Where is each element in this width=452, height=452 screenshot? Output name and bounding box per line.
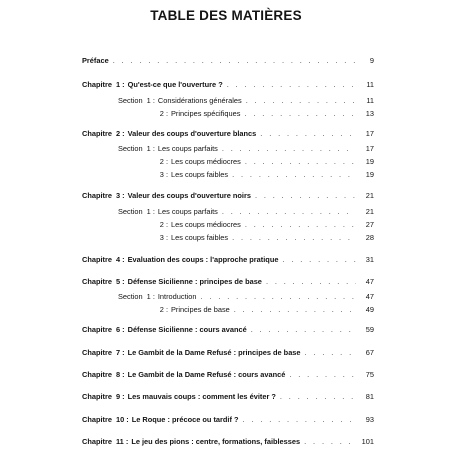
section-number: 2 : [159,305,168,314]
page-number: 28 [365,233,374,242]
page-number: 93 [365,415,374,424]
chapter-title: Le Gambit de la Dame Refusé : principes de base [127,348,301,357]
page-number: 101 [361,437,374,446]
section-title: Principes spécifiques [171,109,241,118]
dot-leader [234,304,356,315]
page-title: TABLE DES MATIÈRES [150,8,302,23]
section-title: Considérations générales [157,96,242,105]
entry-label: Section [118,96,143,105]
toc-entry-chapter-7[interactable] [82,347,374,358]
page-number: 59 [365,325,374,334]
section-title: Principes de base [171,305,230,314]
entry-label: Section [118,292,143,301]
chapter-title: Défense Sicilienne : cours avancé [127,325,247,334]
entry-label: Préface [82,56,109,65]
entry-label: Chapitre [82,191,112,200]
toc-entry-chapter-10[interactable] [82,414,374,425]
chapter-title: Défense Sicilienne : principes de base [127,277,262,286]
toc-entry-chapter-1[interactable] [82,79,374,90]
page-number: 27 [365,220,374,229]
toc-entry-section[interactable] [118,169,374,180]
entry-label: Chapitre [82,325,112,334]
toc-entry-section[interactable] [118,108,374,119]
page-number: 49 [365,305,374,314]
page-number: 17 [365,144,374,153]
section-number: 2 : [159,109,168,118]
chapter-title: Le Gambit de la Dame Refusé : cours avancé [127,370,286,379]
dot-leader [245,156,356,167]
entry-label: Chapitre [82,277,112,286]
page-number: 19 [365,170,374,179]
chapter-number: 11 : [115,437,129,446]
chapter-title: Valeur des coups d'ouverture noirs [127,191,251,200]
dot-leader [246,95,356,106]
toc-entry-chapter-9[interactable] [82,391,374,402]
chapter-title: Le jeu des pions : centre, formations, faiblesses [131,437,301,446]
dot-leader [255,190,356,201]
toc-entry-section[interactable] [118,304,374,315]
entry-label: Chapitre [82,255,112,264]
chapter-number: 6 : [115,325,125,334]
section-number: 1 : [146,96,155,105]
toc-entry-chapter-4[interactable] [82,254,374,265]
dot-leader [222,206,356,217]
entry-label: Chapitre [82,129,112,138]
chapter-title: Evaluation des coups : l'approche pratique [127,255,279,264]
dot-leader [222,143,356,154]
page-number: 47 [365,277,374,286]
toc-entry-section[interactable] [118,219,374,230]
dot-leader [201,291,357,302]
dot-leader [245,219,356,230]
section-title: Les coups médiocres [171,157,241,166]
toc-entry-section[interactable] [118,95,374,106]
toc-entry-section[interactable] [118,232,374,243]
toc-entry-chapter-3[interactable] [82,190,374,201]
toc-entry-chapter-8[interactable] [82,369,374,380]
toc-entry-chapter-2[interactable] [82,128,374,139]
dot-leader [243,414,357,425]
section-number: 3 : [159,233,168,242]
section-title: Les coups parfaits [157,144,218,153]
dot-leader [251,324,356,335]
section-title: Les coups médiocres [171,220,241,229]
entry-label: Chapitre [82,392,112,401]
page-number: 81 [365,392,374,401]
toc-entry-section[interactable] [118,291,374,302]
section-number: 1 : [146,144,155,153]
page-number: 13 [365,109,374,118]
entry-label: Chapitre [82,415,112,424]
dot-leader [304,436,356,447]
dot-leader [232,232,356,243]
section-title: Les coups faibles [171,233,229,242]
dot-leader [282,254,356,265]
dot-leader [260,128,356,139]
section-number: 1 : [146,292,155,301]
page-number: 11 [366,80,374,89]
entry-label: Section [118,207,143,216]
page-number: 67 [365,348,374,357]
entry-label: Chapitre [82,80,112,89]
section-number: 1 : [146,207,155,216]
dot-leader [289,369,356,380]
chapter-number: 2 : [115,129,125,138]
section-title: Introduction [157,292,197,301]
chapter-number: 10 : [115,415,129,424]
entry-label: Chapitre [82,348,112,357]
page-number: 75 [365,370,374,379]
dot-leader [227,79,356,90]
chapter-number: 1 : [115,80,125,89]
chapter-number: 5 : [115,277,125,286]
dot-leader [113,55,356,66]
page-number: 47 [365,292,374,301]
section-number: 2 : [159,157,168,166]
toc-entry-section[interactable] [118,206,374,217]
toc-entry-section[interactable] [118,156,374,167]
dot-leader [244,108,356,119]
chapter-number: 3 : [115,191,125,200]
section-number: 2 : [159,220,168,229]
dot-leader [266,276,356,287]
section-number: 3 : [159,170,168,179]
page-number: 31 [365,255,374,264]
entry-label: Chapitre [82,370,112,379]
page-number: 21 [365,207,374,216]
entry-label: Section [118,144,143,153]
page-number: 21 [365,191,374,200]
dot-leader [232,169,356,180]
chapter-title: Valeur des coups d'ouverture blancs [127,129,257,138]
entry-label: Chapitre [82,437,112,446]
section-title: Les coups parfaits [157,207,218,216]
dot-leader [305,347,356,358]
page-number: 17 [365,129,374,138]
section-title: Les coups faibles [171,170,229,179]
chapter-number: 4 : [115,255,125,264]
chapter-number: 7 : [115,348,125,357]
chapter-number: 9 : [115,392,125,401]
chapter-number: 8 : [115,370,125,379]
page-number: 19 [365,157,374,166]
toc-entry-section[interactable] [118,143,374,154]
chapter-title: Le Roque : précoce ou tardif ? [131,415,239,424]
chapter-title: Qu'est-ce que l'ouverture ? [127,80,223,89]
dot-leader [280,391,356,402]
toc-entry-chapter-5[interactable] [82,276,374,287]
toc-entry-chapter-11[interactable] [82,436,374,447]
page-number: 11 [366,96,374,105]
page-number: 9 [369,56,374,65]
toc-entry-preface[interactable] [82,55,374,66]
toc-entry-chapter-6[interactable] [82,324,374,335]
chapter-title: Les mauvais coups : comment les éviter ? [127,392,276,401]
